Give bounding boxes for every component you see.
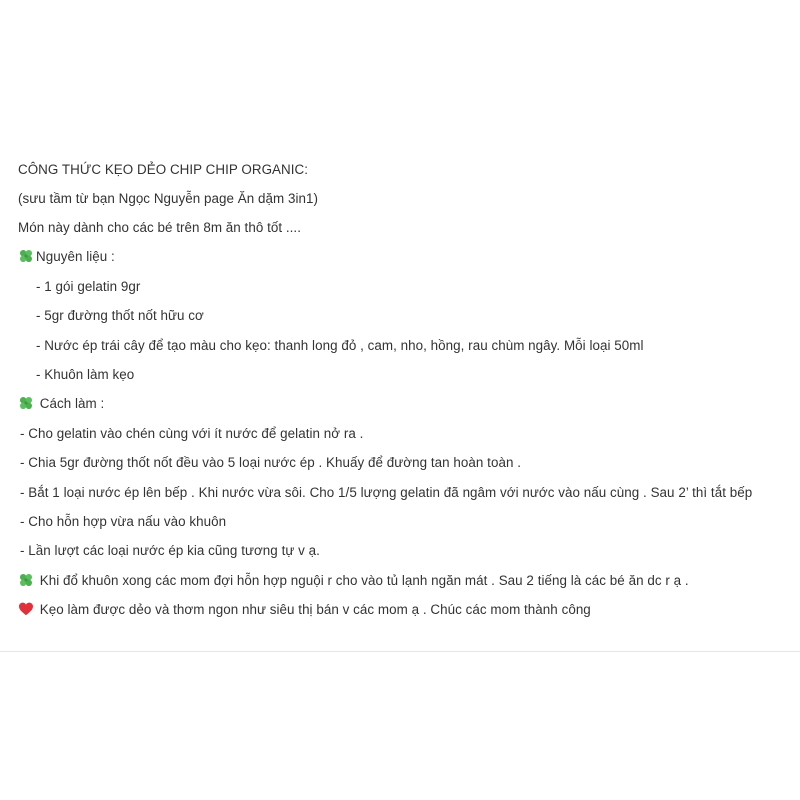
- ingredient-item: - 1 gói gelatin 9gr: [36, 279, 141, 294]
- method-step: - Chia 5gr đường thốt nốt đều vào 5 loại nước ép . Khuấy để đường tan hoàn toàn .: [20, 455, 521, 470]
- tip-text: Khi đổ khuôn xong các mom đợi hỗn hợp nguội r cho vào tủ lạnh ngăn mát . Sau 2 tiếng là các bé ăn dc r ạ .: [36, 573, 689, 588]
- red-heart-icon: [18, 601, 34, 622]
- four-leaf-clover-icon: [18, 572, 34, 593]
- ingredient-item: - Khuôn làm kẹo: [36, 367, 135, 382]
- closing-line: [18, 601, 591, 622]
- four-leaf-clover-icon: [18, 395, 34, 416]
- four-leaf-clover-icon: [18, 248, 34, 269]
- ingredient-item: - 5gr đường thốt nốt hữu cơ: [36, 308, 204, 323]
- recipe-intro: Món này dành cho các bé trên 8m ăn thô tốt ....: [18, 220, 301, 235]
- method-step: - Cho hỗn hợp vừa nấu vào khuôn: [20, 514, 227, 529]
- section-divider: [0, 651, 800, 652]
- ingredients-heading: [18, 248, 115, 269]
- method-heading-label: Cách làm :: [36, 396, 105, 411]
- ingredients-heading-label: Nguyên liệu :: [36, 249, 115, 264]
- method-step: - Lần lượt các loại nước ép kia cũng tương tự v ạ.: [20, 543, 320, 558]
- method-step: - Bắt 1 loại nước ép lên bếp . Khi nước vừa sôi. Cho 1/5 lượng gelatin đã ngâm với nước vào nấu cùng . Sau 2’ thì tắt bếp: [20, 485, 753, 500]
- recipe-title: CÔNG THỨC KẸO DẺO CHIP CHIP ORGANIC:: [18, 162, 309, 177]
- tip-line: [18, 572, 689, 593]
- method-heading: [18, 395, 104, 416]
- closing-text: Kẹo làm được dẻo và thơm ngon như siêu thị bán v các mom ạ . Chúc các mom thành công: [36, 602, 591, 617]
- method-step: - Cho gelatin vào chén cùng với ít nước để gelatin nở ra .: [20, 426, 364, 441]
- recipe-source: (sưu tầm từ bạn Ngọc Nguyễn page Ăn dặm 3in1): [18, 191, 319, 206]
- ingredient-item: - Nước ép trái cây để tạo màu cho kẹo: thanh long đỏ , cam, nho, hồng, rau chùm ngây. Mỗi loại 50ml: [36, 338, 644, 353]
